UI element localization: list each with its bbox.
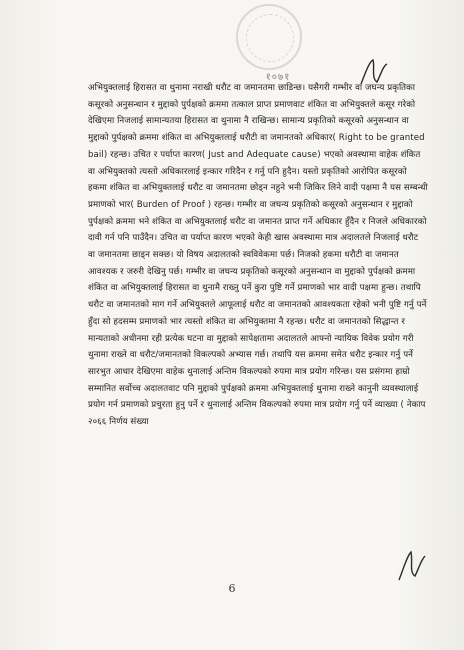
page-number: 6 (228, 582, 236, 595)
official-stamp (236, 4, 302, 83)
body-paragraph: अभियुक्तलाई हिरासत वा थुनामा नराखी धरौट वा जमानतमा छाडिन्छ। यसैगरी गम्भीर वा जघन्य प्रकृतिका कसूरको अनुसन्धान र मुद्दाको पुर्पक्षको क्रममा तत्काल प्राप्त प्रमाणवाट शंकित वा अभियुक्तले कसूर गरेको देखिएमा निजलाई सामान्यतया हिरासत वा थुनामा नै राखिन्छ। सामान्य प्रकृतिको कसूरको अनुसन्धान वा मुद्दाको पुर्पक्षको क्रममा शंकित वा अभियुक्तलाई धरौटी वा जमानतको अधिकार( Right to be granted bail) रहन्छ। उचित र पर्याप्त कारण( Just and Adequate cause) भएको अवस्थामा वाहेक शंकित वा अभियुक्तको त्यस्तो अधिकारलाई इन्कार गरिदैन र गर्नु पनि हुदैन। यस्तो प्रकृतिको आरोपित कसूरको हकमा शंकित वा अभियुक्तलाई धरौट वा जमानतमा छोड्न नहुने भनी जिकिर लिने वादी पक्षमा नै यस सम्बन्धी प्रमाणको भार( Burden of Proof ) रहन्छ। गम्भीर वा जघन्य प्रकृतिको कसूरको अनुसन्धान र मुद्दाको पुर्पक्षको क्रममा भने शंकित वा अभियुक्तलाई धरौट वा जमानत प्राप्त गर्ने अधिकार हुँदैन र निजले अधिकारको दावी गर्न पनि पाउँदैन। उचित वा पर्याप्त कारण भएको केही खास अवस्थामा मात्र अदालतले निजलाई धरौट वा जमानतमा छाड्न सक्छ। यो विषय अदालतको स्वविवेकमा पर्छ। निजको हकमा धरौटी वा जमानत आवश्यक र जरुरी देखिनु पर्छ। गम्भीर वा जघन्य प्रकृतिको कसूरको अनुसन्धान वा मुद्दाको पुर्पक्षको क्रममा शंकित वा अभियुक्तलाई हिरासत वा थुनामै राख्नु पर्ने कुरा पुष्टि गर्ने प्रमाणको भार वादी पक्षमा हुन्छ। तथापि धरौट वा जमानतको माग गर्ने अभियुक्तले आफूलाई धरौट वा जमानतको आवश्यकता रहेको भनी पुष्टि गर्नु पर्ने हुँदा सो हदसम्म प्रमाणको भार त्यस्तो शंकित वा अभियुक्तमा नै रहन्छ। धरौट वा जमानतको सिद्धान्त र मान्यताको अधीनमा रही प्रत्येक घटना वा मुद्दाको सापेक्षतामा अदालतले आफ्नो न्यायिक विवेक प्रयोग गरी थुनामा राख्ने वा धरौट/जमानतको विकल्पको अभ्यास गर्छ। तथापि यस क्रममा समेत धरौट इन्कार गर्नु पर्ने सारभुत आधार देखिएमा वाहेक थुनालाई अन्तिम विकल्पको रुपमा मात्र प्रयोग गरिन्छ। यस प्रसंगमा हाम्रो सम्मानित सर्वोच्च अदालतवाट पनि मुद्दाको पुर्पक्षको क्रममा अभियुक्तलाई थुनामा राख्ने कानुनी व्यवस्थालाई प्रयोग गर्न प्रमाणको प्रचुरता हुनु पर्ने र थुनालाई अन्तिम विकल्पको रुपमा मात्र प्रयोग गर्नु पर्ने व्याख्या ( नेकाप २०६६ निर्णय संख्या (88, 83, 428, 428)
handwritten-signature-bottom (395, 546, 435, 586)
stamp-number: १०७१ (265, 72, 291, 83)
body-text-block (88, 80, 428, 431)
stamp-inner-ring (246, 14, 294, 62)
